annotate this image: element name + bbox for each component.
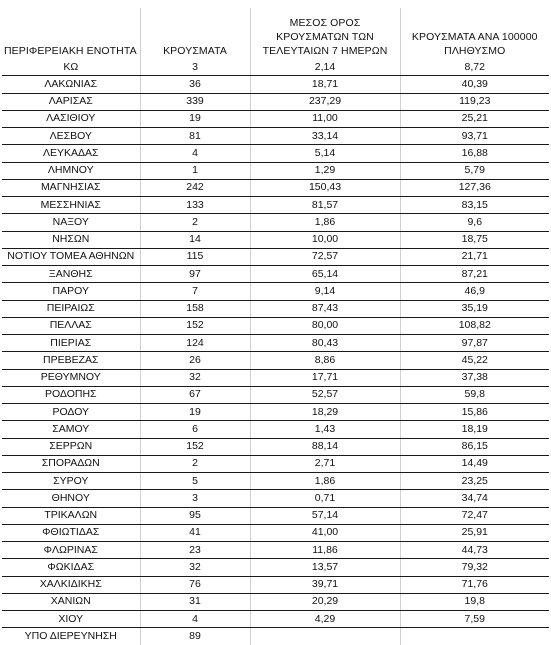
cases-cell: 19: [140, 110, 250, 127]
header-row: [2, 8, 549, 59]
header-7day-average: ΜΕΣΟΣ ΟΡΟΣ ΚΡΟΥΣΜΑΤΩΝ ΤΩΝ ΤΕΛΕΥΤΑΙΩΝ 7 ΗΜΕΡΩΝ: [250, 8, 400, 59]
cases-cell: 152: [140, 438, 250, 455]
average-cell: 11,00: [250, 110, 400, 127]
average-cell: 1,86: [250, 473, 400, 490]
table-row: [2, 404, 549, 421]
per-100000-cell: 35,19: [400, 300, 549, 317]
average-cell: 13,57: [250, 559, 400, 576]
average-cell: 20,29: [250, 593, 400, 610]
region-cell: ΛΑΚΩΝΙΑΣ: [2, 76, 140, 93]
region-cell: ΥΠΟ ΔΙΕΡΕΥΝΗΣΗ: [2, 628, 140, 645]
table-row: [2, 593, 549, 610]
table-row: [2, 369, 549, 386]
header-cases-per-100000: ΚΡΟΥΣΜΑΤΑ ΑΝΑ 100000 ΠΛΗΘΥΣΜΟ: [411, 31, 538, 57]
table-row: [2, 611, 549, 628]
per-100000-cell: 18,75: [400, 231, 549, 248]
table-row: [2, 335, 549, 352]
region-cell: ΠΑΡΟΥ: [2, 283, 140, 300]
table-row: [2, 283, 549, 300]
per-100000-cell: 108,82: [400, 317, 549, 334]
region-cell: ΦΛΩΡΙΝΑΣ: [2, 542, 140, 559]
per-100000-cell: 21,71: [400, 248, 549, 265]
header-cases: ΚΡΟΥΣΜΑΤΑ: [140, 8, 250, 59]
per-100000-cell: 7,59: [400, 611, 549, 628]
cases-cell: 26: [140, 352, 250, 369]
table-row: [2, 266, 549, 283]
table-row: [2, 59, 549, 76]
table-row: [2, 93, 549, 110]
cases-cell: 3: [140, 59, 250, 76]
per-100000-cell: 59,8: [400, 386, 549, 403]
per-100000-cell: 8,72: [400, 59, 549, 76]
region-cell: ΝΟΤΙΟΥ ΤΟΜΕΑ ΑΘΗΝΩΝ: [2, 248, 140, 265]
table-row: [2, 455, 549, 472]
cases-cell: 41: [140, 524, 250, 541]
cases-cell: 124: [140, 335, 250, 352]
average-cell: 65,14: [250, 266, 400, 283]
cases-cell: 339: [140, 93, 250, 110]
average-cell: 87,43: [250, 300, 400, 317]
average-cell: 1,43: [250, 421, 400, 438]
region-cell: ΣΠΟΡΑΔΩΝ: [2, 455, 140, 472]
table-row: [2, 214, 549, 231]
region-cell: ΝΗΣΩΝ: [2, 231, 140, 248]
table-row: [2, 524, 549, 541]
cases-cell: 31: [140, 593, 250, 610]
table-row: [2, 421, 549, 438]
table-row: [2, 317, 549, 334]
per-100000-cell: 37,38: [400, 369, 549, 386]
per-100000-cell: [400, 628, 549, 645]
cases-cell: 81: [140, 128, 250, 145]
cases-table: [2, 8, 549, 645]
per-100000-cell: 25,91: [400, 524, 549, 541]
table-row: [2, 300, 549, 317]
cases-cell: 115: [140, 248, 250, 265]
region-cell: ΠΕΙΡΑΙΩΣ: [2, 300, 140, 317]
table-row: [2, 76, 549, 93]
per-100000-cell: 15,86: [400, 404, 549, 421]
cases-cell: 158: [140, 300, 250, 317]
per-100000-cell: 87,21: [400, 266, 549, 283]
cases-cell: 2: [140, 455, 250, 472]
region-cell: ΡΕΘΥΜΝΟΥ: [2, 369, 140, 386]
region-cell: ΧΑΛΚΙΔΙΚΗΣ: [2, 576, 140, 593]
average-cell: 52,57: [250, 386, 400, 403]
per-100000-cell: 93,71: [400, 128, 549, 145]
average-cell: 57,14: [250, 507, 400, 524]
cases-cell: 67: [140, 386, 250, 403]
table-row: [2, 507, 549, 524]
region-cell: ΧΙΟΥ: [2, 611, 140, 628]
cases-cell: 36: [140, 76, 250, 93]
region-cell: ΛΕΣΒΟΥ: [2, 128, 140, 145]
per-100000-cell: 71,76: [400, 576, 549, 593]
header-region: ΠΕΡΙΦΕΡΕΙΑΚΗ ΕΝΟΤΗΤΑ: [2, 8, 140, 59]
average-cell: [250, 628, 400, 645]
table-body: [2, 59, 549, 645]
region-cell: ΤΡΙΚΑΛΩΝ: [2, 507, 140, 524]
cases-cell: 4: [140, 611, 250, 628]
per-100000-cell: 9,6: [400, 214, 549, 231]
average-cell: 2,14: [250, 59, 400, 76]
cases-cell: 3: [140, 490, 250, 507]
average-cell: 18,29: [250, 404, 400, 421]
cases-cell: 14: [140, 231, 250, 248]
table-row: [2, 162, 549, 179]
region-cell: ΛΗΜΝΟΥ: [2, 162, 140, 179]
region-cell: ΜΑΓΝΗΣΙΑΣ: [2, 179, 140, 196]
cases-cell: 242: [140, 179, 250, 196]
region-cell: ΛΕΥΚΑΔΑΣ: [2, 145, 140, 162]
average-cell: 80,00: [250, 317, 400, 334]
region-cell: ΦΘΙΩΤΙΔΑΣ: [2, 524, 140, 541]
per-100000-cell: 45,22: [400, 352, 549, 369]
table-header: [2, 8, 549, 59]
table-row: [2, 352, 549, 369]
table-row: [2, 490, 549, 507]
table-row: [2, 559, 549, 576]
per-100000-cell: 25,21: [400, 110, 549, 127]
per-100000-cell: 19,8: [400, 593, 549, 610]
table-row: [2, 197, 549, 214]
average-cell: 8,86: [250, 352, 400, 369]
region-cell: ΚΩ: [2, 59, 140, 76]
region-cell: ΦΩΚΙΔΑΣ: [2, 559, 140, 576]
cases-cell: 1: [140, 162, 250, 179]
region-cell: ΠΕΛΛΑΣ: [2, 317, 140, 334]
per-100000-cell: 79,32: [400, 559, 549, 576]
cases-cell: 23: [140, 542, 250, 559]
average-cell: 10,00: [250, 231, 400, 248]
average-cell: 1,86: [250, 214, 400, 231]
table-row: [2, 145, 549, 162]
per-100000-cell: 86,15: [400, 438, 549, 455]
cases-cell: 6: [140, 421, 250, 438]
average-cell: 81,57: [250, 197, 400, 214]
average-cell: 1,29: [250, 162, 400, 179]
average-cell: 17,71: [250, 369, 400, 386]
cases-cell: 32: [140, 369, 250, 386]
per-100000-cell: 44,73: [400, 542, 549, 559]
per-100000-cell: 46,9: [400, 283, 549, 300]
region-cell: ΣΕΡΡΩΝ: [2, 438, 140, 455]
per-100000-cell: 23,25: [400, 473, 549, 490]
cases-cell: 4: [140, 145, 250, 162]
table-row: [2, 473, 549, 490]
cases-cell: 89: [140, 628, 250, 645]
average-cell: 2,71: [250, 455, 400, 472]
per-100000-cell: 40,39: [400, 76, 549, 93]
per-100000-cell: 18,19: [400, 421, 549, 438]
region-cell: ΠΡΕΒΕΖΑΣ: [2, 352, 140, 369]
region-cell: ΞΑΝΘΗΣ: [2, 266, 140, 283]
table-row: [2, 542, 549, 559]
table-row: [2, 179, 549, 196]
cases-cell: 7: [140, 283, 250, 300]
table-row: [2, 386, 549, 403]
cases-cell: 97: [140, 266, 250, 283]
average-cell: 18,71: [250, 76, 400, 93]
per-100000-cell: 83,15: [400, 197, 549, 214]
average-cell: 80,43: [250, 335, 400, 352]
average-cell: 4,29: [250, 611, 400, 628]
table-row: [2, 128, 549, 145]
cases-cell: 32: [140, 559, 250, 576]
cases-cell: 5: [140, 473, 250, 490]
average-cell: 237,29: [250, 93, 400, 110]
average-cell: 41,00: [250, 524, 400, 541]
per-100000-cell: 34,74: [400, 490, 549, 507]
table-row: [2, 628, 549, 645]
average-cell: 72,57: [250, 248, 400, 265]
region-cell: ΛΑΣΙΘΙΟΥ: [2, 110, 140, 127]
region-cell: ΣΥΡΟΥ: [2, 473, 140, 490]
table-row: [2, 248, 549, 265]
table-row: [2, 231, 549, 248]
table-row: [2, 110, 549, 127]
region-cell: ΡΟΔΟΠΗΣ: [2, 386, 140, 403]
region-cell: ΡΟΔΟΥ: [2, 404, 140, 421]
cases-cell: 95: [140, 507, 250, 524]
average-cell: 88,14: [250, 438, 400, 455]
cases-cell: 133: [140, 197, 250, 214]
region-cell: ΜΕΣΣΗΝΙΑΣ: [2, 197, 140, 214]
cases-cell: 152: [140, 317, 250, 334]
region-cell: ΣΑΜΟΥ: [2, 421, 140, 438]
average-cell: 33,14: [250, 128, 400, 145]
per-100000-cell: 5,79: [400, 162, 549, 179]
cases-cell: 76: [140, 576, 250, 593]
region-cell: ΧΑΝΙΩΝ: [2, 593, 140, 610]
per-100000-cell: 72,47: [400, 507, 549, 524]
per-100000-cell: 97,87: [400, 335, 549, 352]
region-cell: ΛΑΡΙΣΑΣ: [2, 93, 140, 110]
per-100000-cell: 14,49: [400, 455, 549, 472]
per-100000-cell: 16,88: [400, 145, 549, 162]
per-100000-cell: 119,23: [400, 93, 549, 110]
average-cell: 0,71: [250, 490, 400, 507]
average-cell: 5,14: [250, 145, 400, 162]
region-cell: ΘΗΝΟΥ: [2, 490, 140, 507]
average-cell: 11,86: [250, 542, 400, 559]
average-cell: 9,14: [250, 283, 400, 300]
region-cell: ΠΙΕΡΙΑΣ: [2, 335, 140, 352]
per-100000-cell: 127,36: [400, 179, 549, 196]
cases-cell: 2: [140, 214, 250, 231]
table-row: [2, 438, 549, 455]
average-cell: 150,43: [250, 179, 400, 196]
table-row: [2, 576, 549, 593]
average-cell: 39,71: [250, 576, 400, 593]
cases-cell: 19: [140, 404, 250, 421]
region-cell: ΝΑΞΟΥ: [2, 214, 140, 231]
